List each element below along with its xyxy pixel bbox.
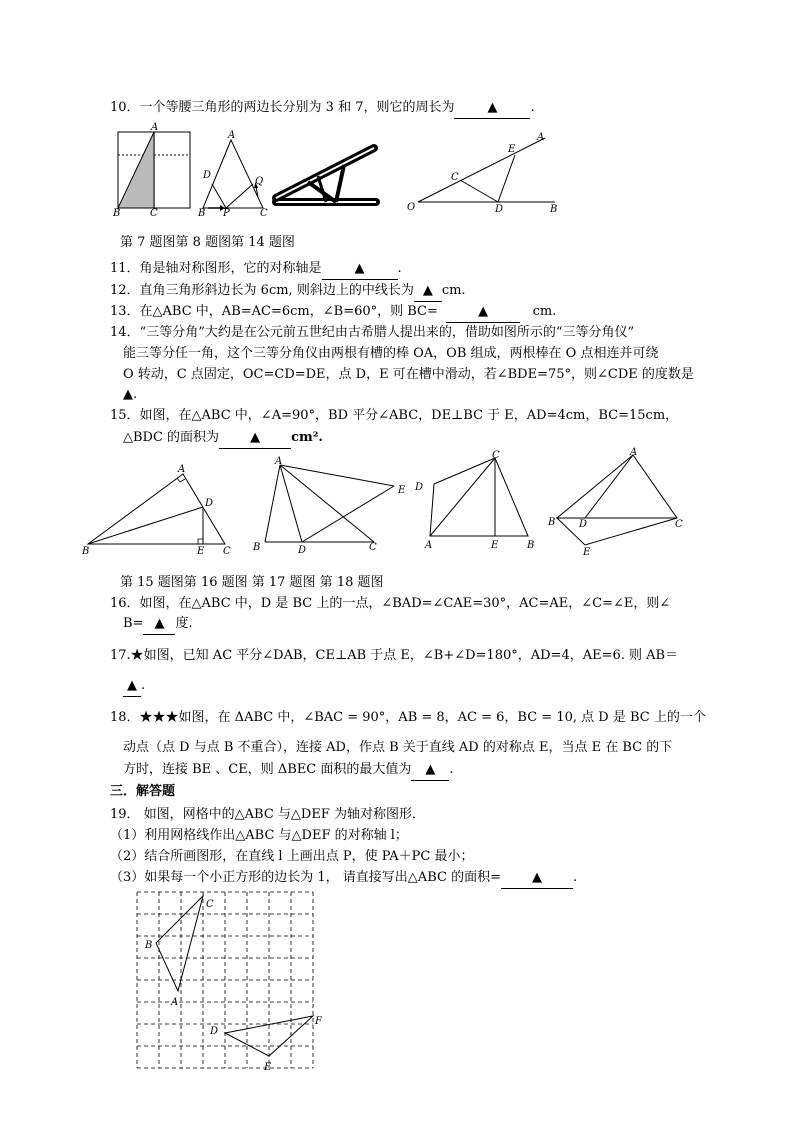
question-18-line1: 18．★★★如图，在 ΔABC 中，∠BAC = 90°，AB = 8，AC = 6，BC = 10, 点 D 是 BC 上的一个 (110, 710, 706, 725)
answer-blank[interactable]: ▲ (454, 98, 530, 119)
fig19-label-C: C (206, 899, 214, 910)
answer-blank[interactable]: ▲ (411, 760, 449, 781)
fig16-label-C: C (369, 542, 377, 553)
question-17-line2: ▲ . (123, 676, 145, 697)
figure-14 (400, 128, 560, 218)
answer-blank[interactable]: ▲ (446, 302, 520, 323)
question-14-line4: ▲. (123, 387, 138, 402)
figure-15 (80, 462, 240, 557)
fig14-label-A: A (537, 132, 545, 143)
section-heading: 三．解答题 (110, 784, 176, 799)
fig19-label-A: A (171, 997, 179, 1008)
fig15-label-E: E (197, 546, 205, 557)
answer-blank[interactable]: ▲ (123, 387, 133, 402)
question-13: 13．在△ABC 中，AB=AC=6cm，∠B=60°，则 BC= ▲ cm. (110, 302, 556, 323)
figure-7 (115, 122, 195, 217)
answer-blank[interactable]: ▲ (123, 676, 141, 697)
fig17-label-B: B (527, 540, 535, 551)
figure-18 (545, 447, 695, 557)
fig15-label-A: A (178, 464, 186, 475)
answer-blank[interactable]: ▲ (219, 428, 291, 449)
fig18-label-C: C (675, 519, 683, 530)
fig17-label-A: A (425, 540, 433, 551)
question-18-line3: 方时，连接 BE 、CE，则 ΔBEC 面积的最大值为 ▲ . (123, 760, 454, 781)
figure-caption-row2: 第 15 题图第 16 题图 第 17 题图 第 18 题图 (120, 575, 384, 590)
answer-blank[interactable]: ▲ (322, 259, 398, 280)
fig16-label-E: E (398, 485, 406, 496)
fig14-label-O: O (407, 202, 416, 213)
fig7-label-C: C (150, 208, 158, 219)
fig14-label-C: C (451, 172, 459, 183)
fig17-label-C: C (492, 450, 500, 461)
fig18-label-B: B (548, 517, 556, 528)
question-12: 12．直角三角形斜边长为 6cm, 则斜边上的中线长为 ▲ cm. (110, 281, 466, 302)
fig18-label-A: A (630, 447, 638, 458)
question-11: 11．角是轴对称图形，它的对称轴是 ▲ . (110, 259, 402, 280)
fig8-label-Q: Q (255, 176, 264, 187)
fig19-label-F: F (315, 1016, 322, 1027)
fig15-label-B: B (82, 546, 90, 557)
question-10: 10．一个等腰三角形的两边长分别为 3 和 7，则它的周长为 ▲ . (110, 98, 535, 119)
fig19-label-E: E (264, 1062, 272, 1073)
question-15-line2: △BDC 的面积为 ▲ cm². (123, 428, 323, 449)
fig7-label-A: A (151, 122, 159, 133)
fig19-label-D: D (210, 1026, 219, 1037)
fig15-label-D: D (205, 498, 214, 509)
answer-blank[interactable]: ▲ (143, 614, 175, 635)
answer-blank[interactable]: ▲ (501, 868, 573, 889)
figure-16 (252, 455, 412, 555)
fig8-label-C: C (260, 208, 268, 219)
fig8-label-P: P (223, 208, 230, 219)
fig16-label-A: A (275, 456, 283, 467)
fig17-label-E: E (491, 540, 499, 551)
fig16-label-B: B (253, 542, 261, 553)
grid-figure-19 (133, 888, 323, 1078)
question-19-line3: （2）结合所画图形，在直线 l 上画出点 P，使 PA＋PC 最小； (110, 849, 474, 864)
question-15-line1: 15．如图，在△ABC 中，∠A=90°，BD 平分∠ABC，DE⊥BC 于 E，AD=4cm，BC=15cm， (110, 408, 679, 423)
fig8-label-D: D (203, 170, 212, 181)
question-18-line2: 动点（点 D 与点 B 不重合），连接 AD，作点 B 关于直线 AD 的对称点 E，当点 E 在 BC 的下 (123, 740, 673, 755)
question-19-line2: （1）利用网格线作出△ABC 与△DEF 的对称轴 l； (110, 828, 408, 843)
answer-blank[interactable]: ▲ (414, 281, 442, 302)
fig19-label-B: B (145, 940, 153, 951)
fig8-label-B: B (198, 208, 206, 219)
figure-caption-row1: 第 7 题图第 8 题图第 14 题图 (120, 235, 295, 250)
trisector-device-figure (268, 140, 383, 215)
fig14-label-E: E (508, 144, 516, 155)
question-14-line1: 14．“三等分角”大约是在公元前五世纪由古希腊人提出来的，借助如图所示的“三等分角仪” (110, 325, 635, 340)
question-19-line4: （3）如果每一个小正方形的边长为 1， 请直接写出△ABC 的面积= ▲ . (110, 868, 577, 889)
fig7-label-B: B (113, 208, 121, 219)
fig18-label-D: D (579, 519, 588, 530)
fig17-label-D: D (415, 482, 424, 493)
figure-17 (410, 450, 540, 555)
fig8-label-A: A (228, 130, 236, 141)
figure-8 (198, 132, 273, 217)
question-14-line3: O 转动，C 点固定，OC=CD=DE，点 D，E 可在槽中滑动，若∠BDE=75°，则∠CDE 的度数是 (123, 367, 694, 382)
fig14-label-D: D (495, 204, 504, 215)
fig18-label-E: E (583, 547, 591, 558)
question-17-line1: 17.★如图，已知 AC 平分∠DAB，CE⊥AB 于点 E，∠B+∠D=180°，AD=4，AE=6. 则 AB＝ (110, 648, 679, 663)
question-19-line1: 19． 如图，网格中的△ABC 与△DEF 为轴对称图形． (110, 807, 425, 822)
question-14-line2: 能三等分任一角，这个三等分角仪由两根有槽的棒 OA，OB 组成，两根棒在 O 点相连并可绕 (123, 346, 659, 361)
fig15-label-C: C (223, 546, 231, 557)
fig16-label-D: D (298, 545, 307, 556)
question-16-line2: B= ▲ 度. (123, 614, 193, 635)
question-16-line1: 16．如图，在△ABC 中，D 是 BC 上的一点，∠BAD=∠CAE=30°，AC=AE，∠C=∠E，则∠ (110, 596, 671, 611)
fig14-label-B: B (550, 204, 558, 215)
